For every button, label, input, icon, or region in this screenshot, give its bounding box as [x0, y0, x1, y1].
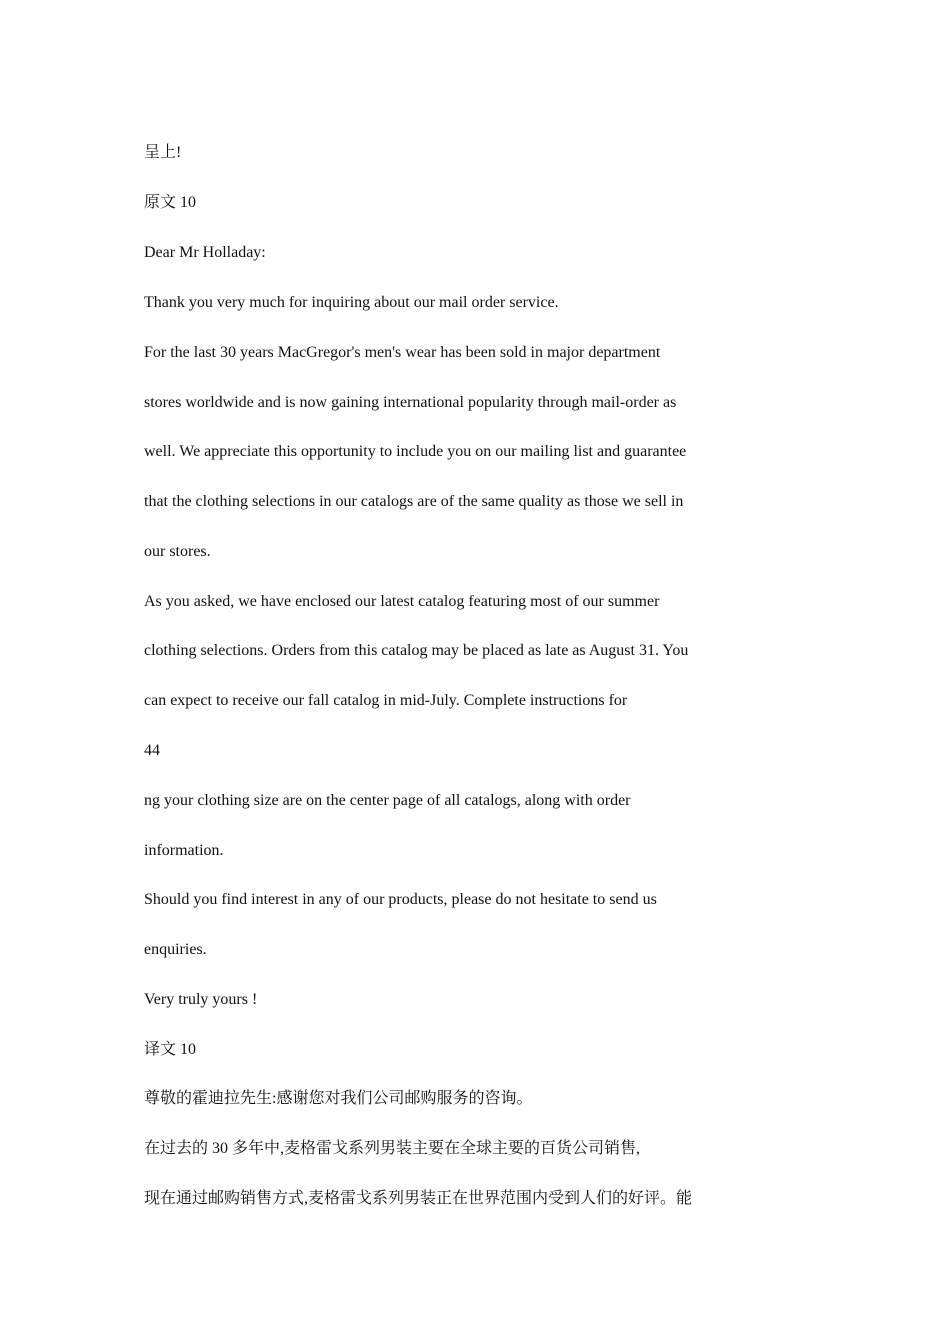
text-line: 呈上! — [144, 144, 182, 161]
text-line: information. — [144, 842, 224, 859]
text-line: 尊敬的霍迪拉先生:感谢您对我们公司邮购服务的咨询。 — [144, 1090, 533, 1107]
text-line: Should you find interest in any of our products, please do not hesitate to send us — [144, 891, 657, 908]
text-line: enquiries. — [144, 941, 207, 958]
text-line: For the last 30 years MacGregor's men's wear has been sold in major department — [144, 344, 661, 361]
text-line: ng your clothing size are on the center page of all catalogs, along with order — [144, 792, 631, 809]
text-line: stores worldwide and is now gaining international popularity through mail-order as — [144, 394, 677, 411]
page-number: 44 — [144, 742, 160, 759]
text-line: clothing selections. Orders from this catalog may be placed as late as August 31. You — [144, 642, 689, 659]
text-line: Thank you very much for inquiring about our mail order service. — [144, 294, 559, 311]
text-line: Very truly yours ! — [144, 991, 258, 1008]
text-line: well. We appreciate this opportunity to include you on our mailing list and guarantee — [144, 443, 687, 460]
text-line: can expect to receive our fall catalog in mid-July. Complete instructions for — [144, 692, 628, 709]
text-line: As you asked, we have enclosed our latest catalog featuring most of our summer — [144, 593, 660, 610]
text-line: 原文 10 — [144, 194, 197, 211]
text-line: our stores. — [144, 543, 211, 560]
text-line: 现在通过邮购销售方式,麦格雷戈系列男装正在世界范围内受到人们的好评。能 — [144, 1190, 693, 1207]
text-line: Dear Mr Holladay: — [144, 244, 266, 261]
text-line: that the clothing selections in our catalogs are of the same quality as those we sell in — [144, 493, 684, 510]
text-line: 译文 10 — [144, 1041, 197, 1058]
text-line: 在过去的 30 多年中,麦格雷戈系列男装主要在全球主要的百货公司销售, — [144, 1140, 641, 1157]
